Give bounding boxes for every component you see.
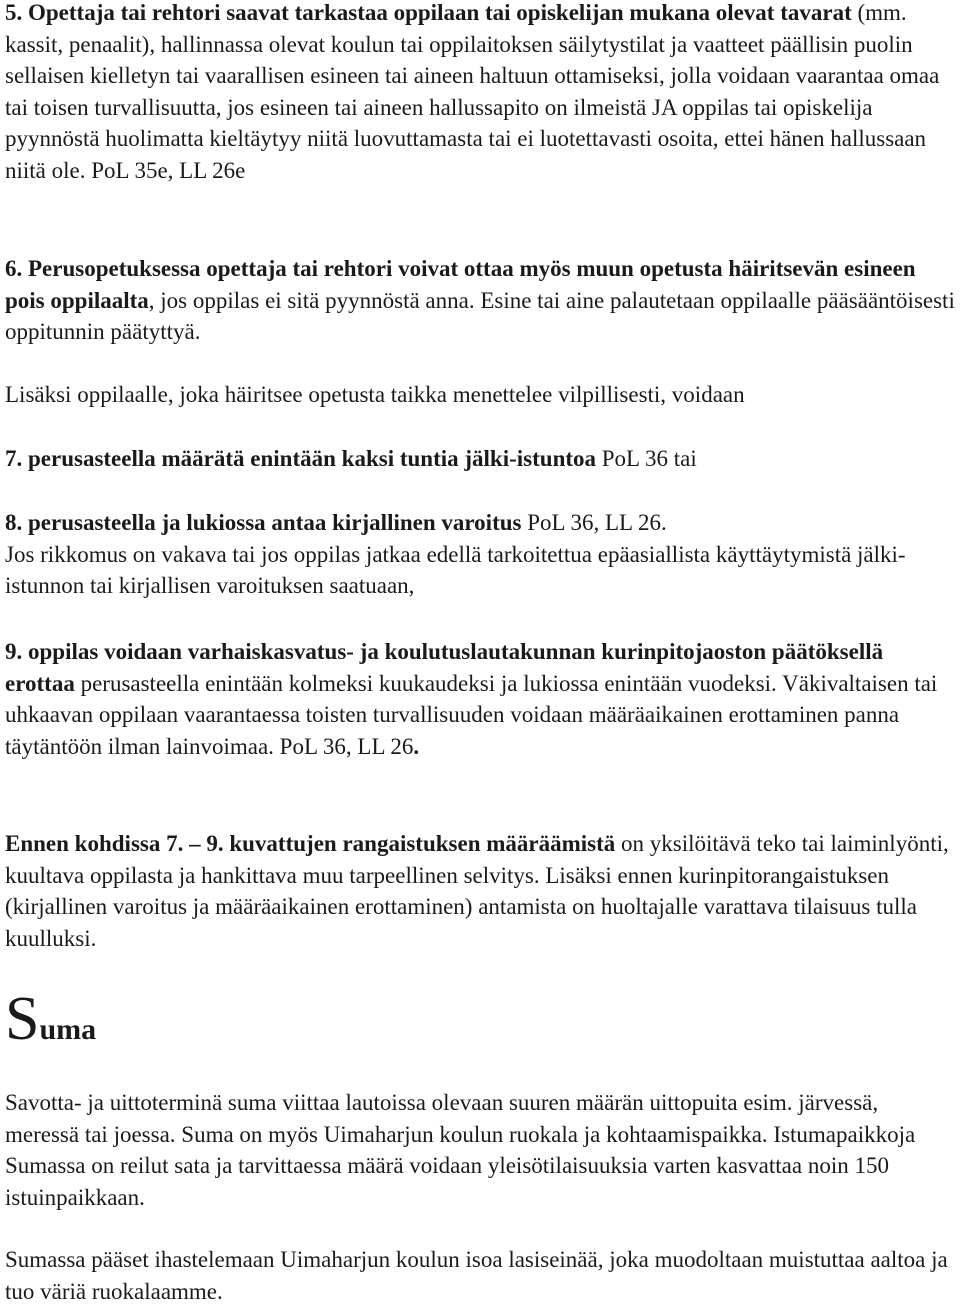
item-6-heading: 6. Perusopetuksessa opettaja tai rehtori voivat ottaa myös muun opetusta häiritsevän esineen pois oppilaalta <box>5 256 916 313</box>
item-5-text: (mm. kassit, penaalit), hallinnassa olevat koulun tai oppilaitoksen säilytystilat ja vaatteet päällisin puolin sellaisen kielletyn tai vaarallisen esineen tai aineen haltuun ottamiseksi, jolla voidaan vaarantaa omaa tai toisen turvallisuutta, jos esineen tai aineen hallussapito on ilmeistä JA oppilas tai opiskelija pyynnöstä huolimatta kieltäytyy niitä luovuttamasta tai ei luotettavasti osoita, ettei hänen hallussaan niitä ole. PoL 35e, LL 26e <box>5 0 940 183</box>
paragraph-item-5 <box>5 0 955 186</box>
item-8-heading: 8. perusasteella ja lukiossa antaa kirjallinen varoitus <box>5 510 522 535</box>
paragraph-lisaksi: Lisäksi oppilaalle, joka häiritsee opetusta taikka menettelee vilpillisesti, voidaan <box>5 382 745 407</box>
paragraph-item-6 <box>5 253 955 348</box>
ennen-heading-2: kuvattujen rangaistuksen määräämistä <box>223 831 616 856</box>
paragraph-item-7 <box>5 443 955 475</box>
paragraph-suma-1: Savotta- ja uittoterminä suma viittaa lautoissa olevaan suuren määrän uittopuita esim. järvessä, meressä tai joessa. Suma on myös Uimaharjun koulun ruokala ja kohtaamispaikka. Istumapaikkoja Sumassa on reilut sata ja tarvittaessa määrä voidaan yleisötilaisuuksia varten kasvattaa noin 150 istuinpaikkaan. <box>5 1090 916 1210</box>
item-7-heading: 7. perusasteella määrätä enintään kaksi tuntia jälki-istuntoa <box>5 446 597 471</box>
ennen-heading-1: Ennen kohdissa 7. – 9. <box>5 831 224 856</box>
item-7-text: PoL 36 tai <box>596 446 697 471</box>
item-6-text: , jos oppilas ei sitä pyynnöstä anna. Esine tai aine palautetaan oppilaalle pääsääntöisesti oppitunnin päätyttyä. <box>5 287 955 344</box>
item-5-heading: 5. Opettaja tai rehtori saavat tarkastaa oppilaan tai opiskelijan mukana olevat tavarat <box>5 0 852 25</box>
paragraph-item-8 <box>5 507 955 602</box>
suma-heading-initial: S <box>5 985 40 1053</box>
item-9-text: perusasteella enintään kolmeksi kuukaudeksi ja lukiossa enintään vuodeksi. Väkivaltaisen tai uhkaavan oppilaan vaarantaessa toisten turvallisuuden voidaan määräaikainen erottaminen panna täytäntöön ilman lainvoimaa. PoL 36, LL 26 <box>5 670 938 759</box>
paragraph-suma-2: Sumassa pääset ihastelemaan Uimaharjun koulun isoa lasiseinää, joka muodoltaan muistuttaa aaltoa ja tuo väriä ruokalaamme. <box>5 1247 948 1304</box>
paragraph-ennen <box>5 828 955 954</box>
ennen-text: on yksilöitävä teko tai laiminlyönti, kuultava oppilasta ja hankittava muu tarpeellinen selvitys. Lisäksi ennen kurinpitorangaistuksen (kirjallinen varoitus ja määräaikainen erottaminen) antamista on huoltajalle varattava tilaisuus tulla kuulluksi. <box>5 831 949 951</box>
item-9-heading: 9. oppilas voidaan varhaiskasvatus- ja koulutuslautakunnan kurinpitojaoston päätöksellä erottaa <box>5 639 884 696</box>
section-heading-suma <box>5 985 955 1061</box>
item-8-text: PoL 36, LL 26. <box>521 510 667 535</box>
paragraph-item-9 <box>5 636 955 762</box>
item-9-end: . <box>413 733 420 759</box>
item-8-continuation: Jos rikkomus on vakava tai jos oppilas jatkaa edellä tarkoitettua epäasiallista käyttäytymistä jälki-istunnon tai kirjallisen varoituksen saatuaan, <box>5 541 906 598</box>
suma-heading-rest: uma <box>39 1013 97 1046</box>
